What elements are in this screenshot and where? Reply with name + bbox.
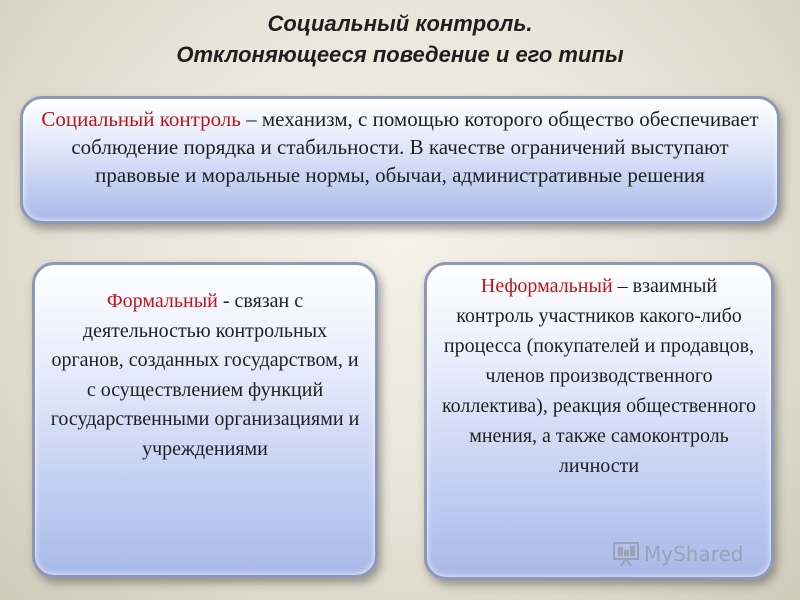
title-line-1: Социальный контроль. [267, 11, 533, 36]
title-line-2: Отклоняющееся поведение и его типы [176, 42, 624, 67]
watermark [612, 534, 744, 574]
informal-control-box [424, 262, 774, 580]
definition-term: Социальный контроль [41, 107, 241, 131]
informal-term: Неформальный [480, 275, 613, 297]
informal-text: – взаимный контроль участников какого-либо процесса (покупателей и продавцов, членов производственного коллектива), реакция общественного мнения, а также самоконтроль личности [441, 275, 757, 477]
watermark-text: MyShared [644, 542, 744, 566]
formal-control-box [32, 262, 378, 578]
formal-term: Формальный [106, 290, 218, 312]
formal-text: - связан с деятельностью контрольных органов, созданных государством, и с осуществлением функций государственными организациями и учреждениями [50, 290, 360, 460]
definition-text: – механизм, с помощью которого общество обеспечивает соблюдение порядка и стабильности. В качестве ограничений выступают правовые и моральные нормы, обычаи, административные решения [71, 107, 759, 187]
slide-title [0, 8, 800, 70]
definition-box [20, 96, 780, 224]
presentation-icon [612, 541, 640, 567]
